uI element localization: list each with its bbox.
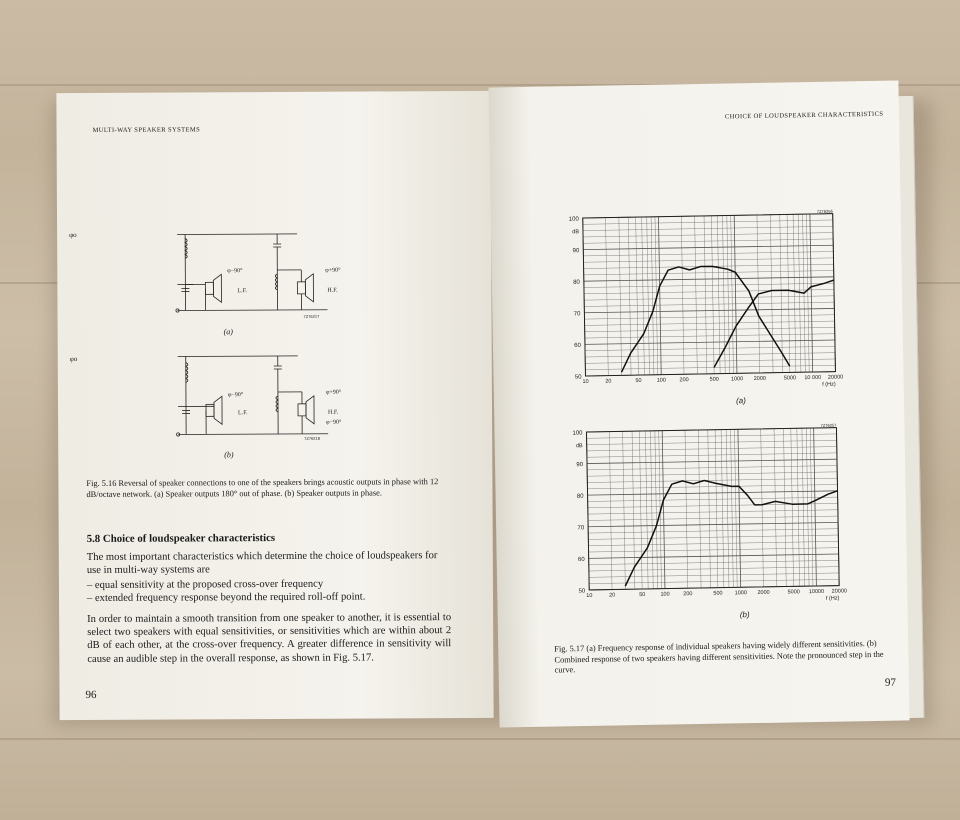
hf-phase-label: φ+90° [325, 389, 342, 396]
gridline-vertical [606, 218, 609, 376]
gridline-vertical [651, 217, 654, 375]
x-tick-label: 500 [713, 590, 723, 597]
circuit-diagram-a [157, 224, 368, 325]
gridline-vertical [636, 217, 639, 375]
x-tick-label: 200 [679, 377, 689, 384]
gridline-horizontal [584, 283, 834, 287]
page-number-left: 96 [85, 688, 97, 701]
x-tick-label: 1000 [734, 590, 747, 597]
gridline-horizontal [588, 529, 838, 533]
gridline-horizontal [583, 226, 833, 230]
hf-phase-label: φ+90° [325, 267, 341, 274]
figure-caption-5-16: Fig. 5.16 Reversal of speaker connections to one of the speakers brings acoustic outputs in phase with 12 dB/octave network. (a) Speaker outputs 180° out of phase. (b) Speaker outputs in phase. [86, 477, 439, 499]
gridline-vertical [770, 215, 773, 373]
gridline-horizontal [584, 302, 834, 306]
frequency-response-chart-b [548, 421, 861, 626]
gridline-horizontal [587, 447, 837, 451]
gridline-vertical [650, 431, 653, 589]
gridline-horizontal [588, 491, 838, 495]
gridline-vertical [658, 217, 661, 375]
x-tick-label: 20000 [831, 588, 847, 595]
figure-code: 7Z76257 [820, 422, 837, 428]
list-item: – equal sensitivity at the proposed cross-over frequency [86, 578, 324, 591]
gridline-vertical [639, 431, 642, 589]
hf-speaker-label: H.F. [328, 409, 339, 416]
gridline-vertical [731, 429, 734, 587]
gridline-horizontal [585, 346, 835, 350]
gridline-vertical [681, 216, 684, 374]
gridline-vertical [774, 429, 777, 587]
gridline-vertical [623, 431, 626, 589]
x-axis-label: f (Hz) [825, 595, 840, 602]
gridline-vertical [791, 428, 794, 586]
gridline-horizontal [589, 554, 839, 558]
gridline-vertical [761, 429, 764, 587]
gridline-horizontal [584, 296, 834, 300]
gridline-vertical [734, 215, 737, 373]
x-tick-label: 200 [683, 591, 693, 598]
phase-input-label: φo [69, 355, 78, 364]
gridline-horizontal [587, 459, 837, 463]
gridline-vertical [655, 431, 658, 589]
gridline-horizontal [584, 277, 834, 281]
gridline-vertical [787, 214, 790, 372]
frequency-response-chart-a [545, 207, 858, 412]
y-tick-label: 100 [568, 216, 579, 223]
running-head-right: CHOICE OF LOUDSPEAKER CHARACTERISTICS [724, 110, 884, 121]
gridline-vertical [685, 430, 688, 588]
gridline-vertical [793, 214, 796, 372]
grid [586, 428, 839, 590]
plot-frame [583, 214, 836, 376]
figure-code: 7Z76218 [304, 435, 320, 441]
x-tick-label: 50 [635, 377, 642, 385]
gridline-horizontal [584, 308, 834, 312]
right-page [488, 80, 909, 727]
x-tick-label: 20000 [827, 374, 844, 381]
gridline-horizontal [584, 271, 834, 275]
gridline-horizontal [587, 472, 837, 476]
gridline-horizontal [585, 353, 835, 357]
gridline-vertical [704, 216, 707, 374]
gridline-horizontal [583, 245, 833, 249]
gridline-horizontal [589, 560, 839, 564]
x-tick-label: 20 [609, 592, 616, 599]
gridline-vertical [734, 429, 737, 587]
x-tick-label: 1000 [730, 376, 744, 383]
gridline-vertical [797, 428, 800, 586]
gridline-vertical [802, 428, 805, 586]
gridline-horizontal [584, 258, 834, 262]
page-number-right: 97 [884, 676, 896, 689]
gridline-horizontal [587, 440, 837, 444]
gridline-horizontal [583, 233, 833, 237]
gridline-horizontal [585, 334, 835, 338]
gridline-vertical [784, 429, 787, 587]
characteristics-list [87, 577, 451, 605]
lf-speaker-label: L.F. [237, 288, 247, 295]
list-item: – extended frequency response beyond the required roll-off point. [86, 591, 366, 605]
x-tick-label: 2000 [757, 589, 770, 597]
gridline-horizontal [585, 359, 835, 363]
x-tick-label: 10 [582, 378, 589, 386]
gridline-horizontal [585, 327, 835, 331]
y-tick-label: 50 [574, 374, 582, 381]
gridline-vertical [810, 214, 813, 372]
gridline-horizontal [588, 497, 838, 501]
x-tick-label: 20 [605, 378, 612, 385]
y-tick-label: 80 [576, 493, 584, 500]
gridline-horizontal [587, 434, 837, 438]
y-tick-label: 70 [573, 311, 581, 318]
figure-caption-5-17: Fig. 5.17 (a) Frequency response of individual speakers having widely different sensitivities. (b) Combined response of two speakers having different sensitivities. Note the pronounced step in the curve. [554, 638, 884, 675]
x-tick-label: 500 [709, 376, 719, 383]
gridline-vertical [711, 216, 714, 374]
figure-sublabel-b: (b) [224, 450, 234, 460]
y-tick-label: 90 [576, 462, 584, 469]
gridline-horizontal [585, 340, 835, 344]
grid [583, 214, 836, 376]
x-tick-label: 5000 [783, 375, 797, 382]
x-tick-label: 10 000 [804, 374, 822, 382]
gridline-vertical [780, 215, 783, 373]
gridline-vertical [708, 430, 711, 588]
y-tick-label: 60 [574, 342, 582, 350]
x-tick-label: 10 [586, 592, 593, 599]
x-axis-label: f (Hz) [822, 381, 836, 388]
gridline-vertical [731, 215, 734, 373]
gridline-horizontal [588, 541, 838, 545]
gridline-vertical [647, 217, 650, 375]
gridline-horizontal [589, 573, 839, 577]
gridline-vertical [662, 431, 665, 589]
gridline-vertical [645, 431, 648, 589]
gridline-vertical [698, 430, 701, 588]
gridline-vertical [738, 429, 741, 587]
circuit-diagram-b [158, 348, 369, 449]
running-head-left: MULTI-WAY SPEAKER SYSTEMS [92, 126, 201, 134]
gridline-horizontal [588, 516, 838, 520]
left-page [56, 91, 493, 720]
x-tick-label: 100 [660, 591, 670, 598]
gridline-vertical [628, 217, 631, 375]
figure-sublabel: (a) [735, 396, 746, 406]
gridline-horizontal [588, 535, 838, 539]
paragraph-1: The most important characteristics which determine the choice of loudspeakers for use in multi-way systems are [86, 550, 438, 577]
figure-sublabel: (b) [739, 610, 750, 620]
hf-phase-label-2: φ−90° [326, 419, 342, 426]
gridline-vertical [715, 430, 718, 588]
gridline-horizontal [588, 522, 838, 526]
plot-frame [586, 428, 839, 590]
gridline-horizontal [588, 510, 838, 514]
gridline-vertical [727, 215, 730, 373]
gridline-horizontal [587, 453, 837, 457]
section-title: 5.8 Choice of loudspeaker characteristics [86, 532, 276, 545]
gridline-vertical [721, 430, 724, 588]
figure-code: 7Z76217 [303, 313, 320, 319]
gridline-vertical [810, 428, 813, 586]
y-tick-label: 50 [578, 588, 586, 595]
y-tick-label: 100 [572, 430, 583, 437]
gridline-horizontal [587, 466, 837, 470]
gridline-horizontal [583, 220, 833, 224]
gridline-vertical [806, 214, 809, 372]
lf-speaker-label: L.F. [238, 410, 248, 417]
gridline-vertical [632, 431, 635, 589]
paragraph-2: In order to maintain a smooth transition from one speaker to another, it is essential to select two speakers with equal sensitivities, or sensitivities which are within about 2 dB of each other, at the cross-over frequency. A greater difference in sensitivity will cause an audible step in the overall response, as shown in Fig. 5.17. [87, 612, 452, 665]
y-tick-label: 80 [573, 279, 580, 286]
gridline-horizontal [585, 315, 835, 319]
gridline-horizontal [583, 239, 833, 243]
gridline-vertical [642, 217, 645, 375]
lf-phase-label: φ−90° [227, 268, 243, 275]
gridline-horizontal [589, 567, 839, 571]
figure-sublabel-a: (a) [223, 327, 233, 337]
gridline-horizontal [583, 252, 833, 256]
figure-code: 7Z76256 [816, 208, 833, 214]
gridline-vertical [619, 217, 622, 375]
gridline-horizontal [587, 484, 837, 488]
x-tick-label: 2000 [753, 375, 767, 383]
gridline-horizontal [589, 548, 839, 552]
y-tick-label: 70 [577, 525, 585, 532]
gridline-vertical [717, 216, 720, 374]
phase-input-label: φo [69, 231, 77, 240]
gridline-vertical [814, 428, 817, 586]
hf-speaker-label: H.F. [327, 287, 338, 294]
x-tick-label: 50 [639, 591, 646, 599]
gridline-vertical [806, 428, 809, 586]
lf-phase-label: φ−90° [227, 392, 244, 399]
gridline-vertical [726, 430, 729, 588]
x-tick-label: 10000 [808, 588, 825, 596]
y-axis-label: dB [572, 229, 580, 236]
x-tick-label: 5000 [787, 589, 800, 596]
wood-plank-seam [0, 738, 960, 740]
y-axis-label: dB [575, 443, 583, 450]
x-tick-label: 100 [656, 377, 666, 384]
gridline-horizontal [585, 321, 835, 325]
gridline-vertical [695, 216, 698, 374]
y-tick-label: 90 [572, 248, 580, 255]
gridline-vertical [609, 432, 612, 590]
y-tick-label: 60 [577, 556, 585, 564]
